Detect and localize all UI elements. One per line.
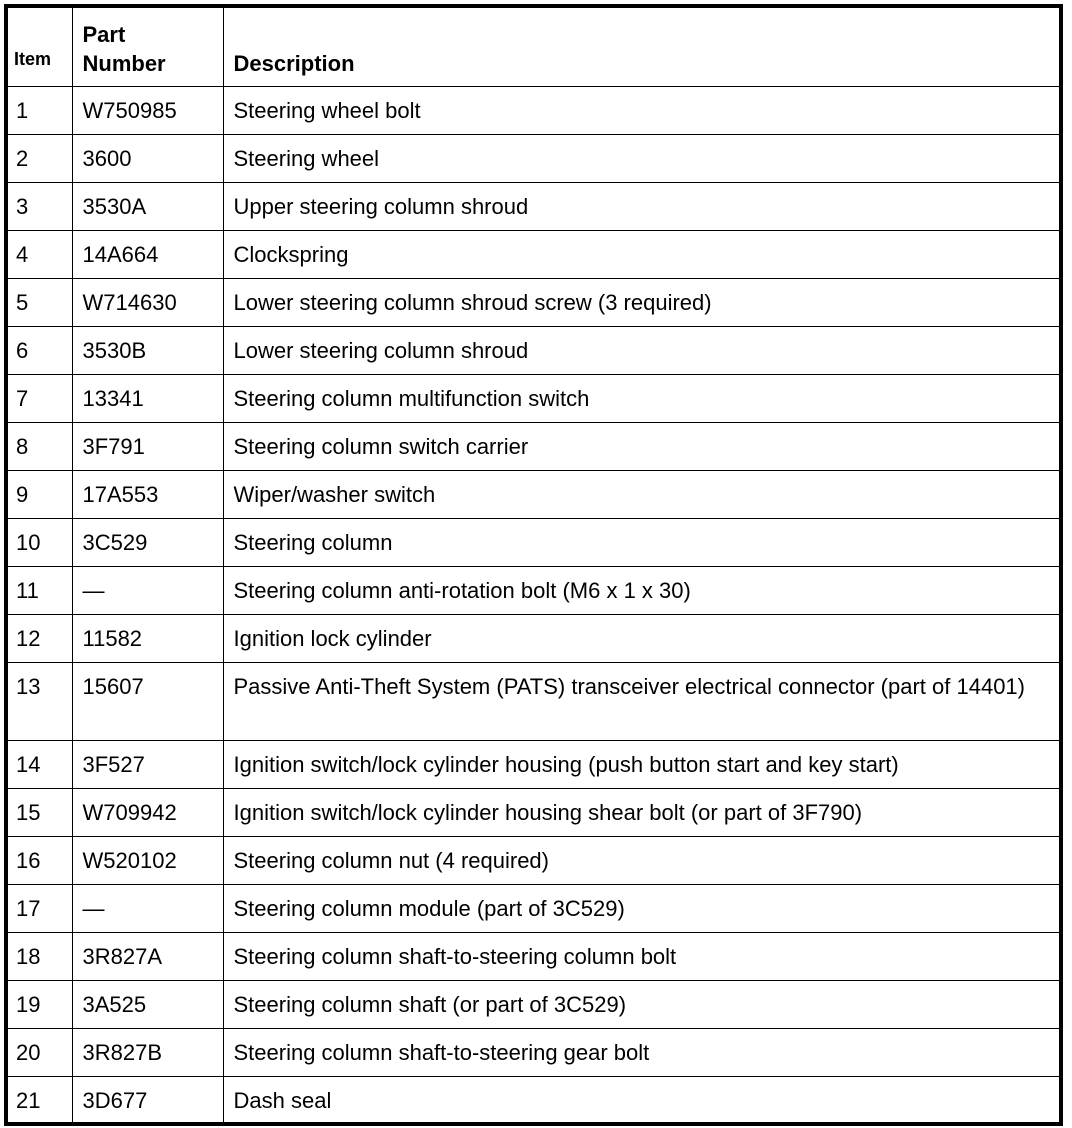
- description-cell: Steering column shaft-to-steering gear bolt: [223, 1028, 1059, 1076]
- description-cell: Clockspring: [223, 230, 1059, 278]
- description-cell: Wiper/washer switch: [223, 470, 1059, 518]
- description-cell: Ignition lock cylinder: [223, 614, 1059, 662]
- table-row: [8, 470, 1059, 518]
- item-cell: 20: [8, 1028, 72, 1076]
- table-row: [8, 1028, 1059, 1076]
- table-row: [8, 326, 1059, 374]
- table-row: [8, 422, 1059, 470]
- table-row: [8, 788, 1059, 836]
- item-cell: 2: [8, 134, 72, 182]
- description-cell: Steering column nut (4 required): [223, 836, 1059, 884]
- part-number-cell: 3F527: [72, 740, 223, 788]
- part-number-cell: 17A553: [72, 470, 223, 518]
- table-row: [8, 980, 1059, 1028]
- table-row: [8, 518, 1059, 566]
- description-cell: Ignition switch/lock cylinder housing (push button start and key start): [223, 740, 1059, 788]
- table-row: [8, 884, 1059, 932]
- item-cell: 21: [8, 1076, 72, 1124]
- table-row: [8, 614, 1059, 662]
- item-cell: 9: [8, 470, 72, 518]
- part-number-cell: 3C529: [72, 518, 223, 566]
- part-number-cell: 3D677: [72, 1076, 223, 1124]
- table-row: [8, 740, 1059, 788]
- table-row: [8, 932, 1059, 980]
- table-header-row: [8, 8, 1059, 86]
- part-number-cell: 3530A: [72, 182, 223, 230]
- part-number-cell: W714630: [72, 278, 223, 326]
- part-number-cell: —: [72, 884, 223, 932]
- table-row: [8, 662, 1059, 740]
- part-number-cell: 3R827A: [72, 932, 223, 980]
- description-cell: Steering column module (part of 3C529): [223, 884, 1059, 932]
- part-number-cell: W520102: [72, 836, 223, 884]
- item-cell: 14: [8, 740, 72, 788]
- header-part-number-line2: Number: [82, 50, 166, 76]
- parts-table: [8, 8, 1059, 1124]
- description-cell: Lower steering column shroud: [223, 326, 1059, 374]
- description-cell: Steering column anti-rotation bolt (M6 x 1 x 30): [223, 566, 1059, 614]
- item-cell: 1: [8, 86, 72, 134]
- description-cell: Steering column shaft-to-steering column bolt: [223, 932, 1059, 980]
- item-cell: 15: [8, 788, 72, 836]
- item-cell: 12: [8, 614, 72, 662]
- header-part-number-line1: Part: [82, 21, 126, 47]
- part-number-cell: 3530B: [72, 326, 223, 374]
- table-row: [8, 134, 1059, 182]
- description-cell: Steering column switch carrier: [223, 422, 1059, 470]
- table-row: [8, 374, 1059, 422]
- part-number-cell: —: [72, 566, 223, 614]
- item-cell: 17: [8, 884, 72, 932]
- parts-table-container: [4, 4, 1063, 1126]
- item-cell: 7: [8, 374, 72, 422]
- table-row: [8, 1076, 1059, 1124]
- part-number-cell: 3A525: [72, 980, 223, 1028]
- item-cell: 11: [8, 566, 72, 614]
- item-cell: 4: [8, 230, 72, 278]
- item-cell: 5: [8, 278, 72, 326]
- part-number-cell: 15607: [72, 662, 223, 740]
- item-cell: 13: [8, 662, 72, 740]
- part-number-cell: 14A664: [72, 230, 223, 278]
- table-row: [8, 230, 1059, 278]
- table-row: [8, 278, 1059, 326]
- part-number-cell: 3600: [72, 134, 223, 182]
- description-cell: Steering column shaft (or part of 3C529): [223, 980, 1059, 1028]
- table-row: [8, 182, 1059, 230]
- header-part-number: [72, 8, 223, 86]
- part-number-cell: 13341: [72, 374, 223, 422]
- header-description: Description: [223, 8, 1059, 86]
- part-number-cell: 3R827B: [72, 1028, 223, 1076]
- description-cell: Steering wheel bolt: [223, 86, 1059, 134]
- description-cell: Steering wheel: [223, 134, 1059, 182]
- part-number-cell: 11582: [72, 614, 223, 662]
- part-number-cell: W709942: [72, 788, 223, 836]
- part-number-cell: W750985: [72, 86, 223, 134]
- item-cell: 18: [8, 932, 72, 980]
- table-row: [8, 86, 1059, 134]
- item-cell: 10: [8, 518, 72, 566]
- item-cell: 8: [8, 422, 72, 470]
- part-number-cell: 3F791: [72, 422, 223, 470]
- description-cell: Dash seal: [223, 1076, 1059, 1124]
- item-cell: 19: [8, 980, 72, 1028]
- description-cell: Upper steering column shroud: [223, 182, 1059, 230]
- description-cell: Steering column: [223, 518, 1059, 566]
- item-cell: 6: [8, 326, 72, 374]
- description-cell: Ignition switch/lock cylinder housing shear bolt (or part of 3F790): [223, 788, 1059, 836]
- description-cell: Passive Anti-Theft System (PATS) transceiver electrical connector (part of 14401): [223, 662, 1059, 740]
- item-cell: 16: [8, 836, 72, 884]
- description-cell: Steering column multifunction switch: [223, 374, 1059, 422]
- item-cell: 3: [8, 182, 72, 230]
- description-cell: Lower steering column shroud screw (3 required): [223, 278, 1059, 326]
- header-item: Item: [8, 8, 72, 86]
- table-row: [8, 566, 1059, 614]
- table-row: [8, 836, 1059, 884]
